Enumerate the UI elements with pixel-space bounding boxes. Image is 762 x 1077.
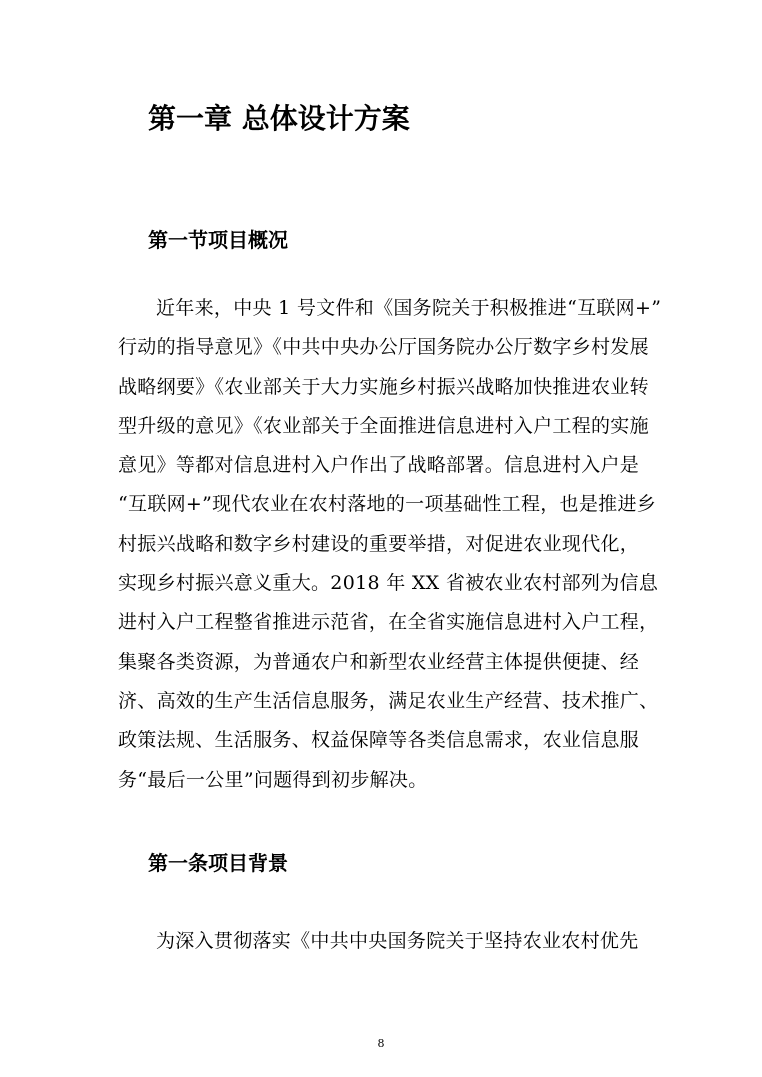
paragraph-line: 为深入贯彻落实《中共中央国务院关于坚持农业农村优先 [156, 930, 639, 952]
background-paragraph [118, 922, 648, 961]
chapter-title: 第一章 总体设计方案 [148, 102, 410, 135]
article-title: 第一条项目背景 [148, 851, 288, 875]
paragraph-line: 型升级的意见》《农业部关于全面推进信息进村入户工程的实施 [118, 414, 649, 437]
paragraph-line: 意见》等都对信息进村入户作出了战略部署。信息进村入户是 [118, 454, 640, 477]
paragraph-line: 集聚各类资源，为普通农户和新型农业经营主体提供便捷、经 [118, 650, 640, 673]
paragraph-line: 济、高效的生产生活信息服务，满足农业生产经营、技术推广、 [118, 689, 659, 712]
paragraph-line: 行动的指导意见》《中共中央办公厅国务院办公厅数字乡村发展 [118, 336, 649, 359]
page-number: 8 [377, 1037, 385, 1050]
section-title: 第一节项目概况 [148, 228, 288, 252]
paragraph-line: 进村入户工程整省推进示范省，在全省实施信息进村入户工程， [118, 611, 659, 634]
overview-paragraph [118, 289, 662, 800]
paragraph-line: 近年来，中央 1 号文件和《国务院关于积极推进“互联网+” [156, 297, 662, 319]
paragraph-line: 政策法规、生活服务、权益保障等各类信息需求，农业信息服 [118, 729, 640, 752]
paragraph-line: 战略纲要》《农业部关于大力实施乡村振兴战略加快推进农业转 [118, 375, 649, 398]
paragraph-line: 实现乡村振兴意义重大。2018 年 XX 省被农业农村部列为信息 [118, 572, 659, 595]
paragraph-line: “互联网+”现代农业在农村落地的一项基础性工程，也是推进乡 [118, 493, 657, 516]
paragraph-line: 务“最后一公里”问题得到初步解决。 [118, 768, 428, 791]
paragraph-line: 村振兴战略和数字乡村建设的重要举措，对促进农业现代化， [118, 532, 640, 555]
